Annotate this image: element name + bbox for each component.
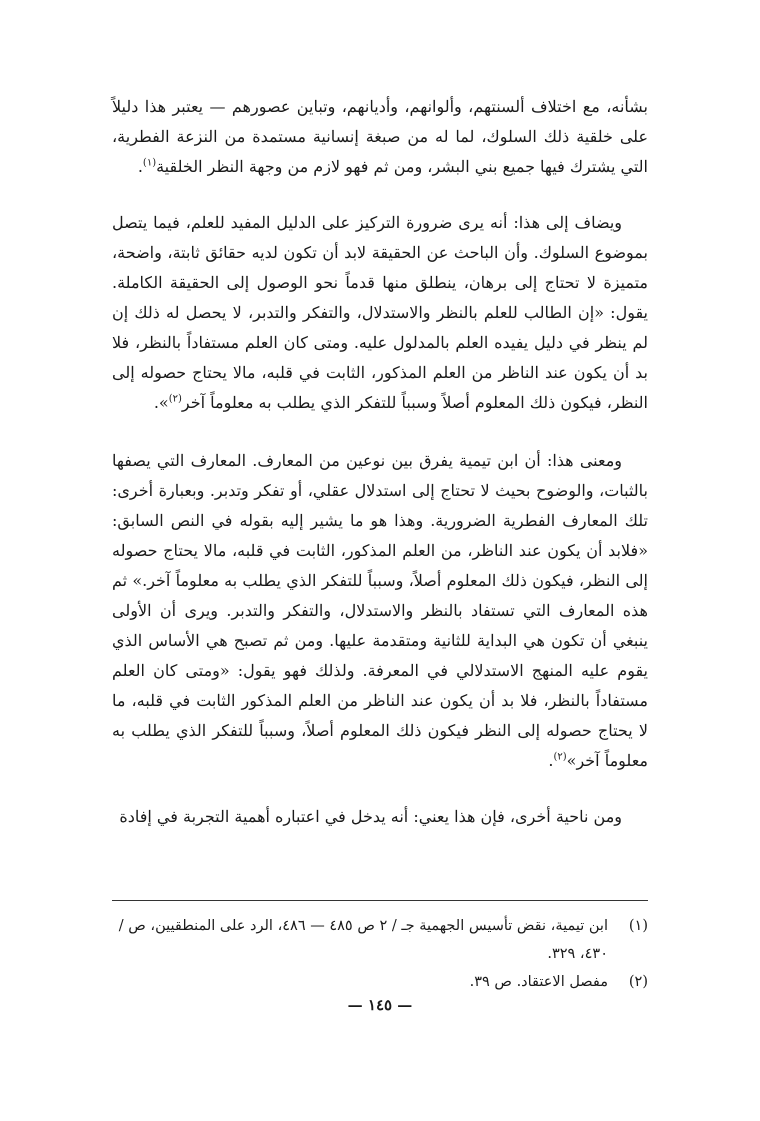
footnote-ref-3: (٢) (553, 751, 567, 763)
paragraph-1-tail: . (137, 157, 143, 176)
footnote-item (112, 912, 648, 968)
paragraph-2-tail: ». (153, 393, 169, 412)
footnote-text: ابن تيمية، نقض تأسيس الجهمية جـ / ٢ ص ٤٨٥ — ٤٨٦، الرد على المنطقيين، ص / ٤٣٠، ٣٢٩. (118, 918, 608, 962)
footnotes (112, 912, 648, 996)
footnote-ref-1: (١) (142, 157, 157, 169)
footnote-ref-2: (٢) (168, 393, 182, 405)
paragraph-1 (112, 92, 648, 182)
paragraph-2-text: ويضاف إلى هذا: أنه يرى ضرورة التركيز على الدليل المفيد للعلم، فيما يتصل بموضوع السلوك. وأن الباحث عن الحقيقة لابد أن تكون لديه حقائق ثابتة، واضحة، متميزة لا تحتاج إلى برهان، ينطلق منها قدماً نحو الوصول إلى الحقيقة الكاملة. يقول: «إن الطالب للعلم بالنظر والاستدلال، والتفكر والتدبر، لا يحصل له ذلك إن لم ينظر في دليل يفيده العلم بالمدلول عليه. ومتى كان العلم مستفاداً بالنظر، فلا بد أن يكون عند الناظر من العلم المذكور، الثابت في قلبه، مالا يحتاج حصوله إلى النظر، فيكون ذلك المعلوم أصلاً وسبباً للتفكر الذي يطلب به معلوماً آخر (112, 213, 648, 412)
footnote-number: (١) (628, 918, 648, 934)
footnote-item (112, 968, 648, 996)
paragraph-3-text: ومعنى هذا: أن ابن تيمية يفرق بين نوعين من المعارف. المعارف التي يصفها بالثبات، والوضوح بحيث لا تحتاج إلى استدلال عقلي، أو تفكر وتدبر. وبعبارة أخرى: تلك المعارف الفطرية الضرورية. وهذا هو ما يشير إليه بقوله في النص السابق: «فلابد أن يكون عند الناظر، من العلم المذكور، الثابت في قلبه، مالا يحتاج حصوله إلى النظر، فيكون ذلك المعلوم أصلاً، وسبباً للتفكر الذي يطلب به معلوماً آخر.» ثم هذه المعارف التي تستفاد بالنظر والاستدلال، والتفكر والتدبر. ويرى أن الأولى ينبغي أن تكون هي البداية للثانية ومتقدمة عليها. ومن ثم تصبح هي الأساس الذي يقوم عليه المنهج الاستدلالي في المعرفة. ولذلك فهو يقول: «ومتى كان العلم مستفاداً بالنظر، فلا بد أن يكون عند الناظر من العلم المذكور الثابت في قلبه، ما لا يحتاج حصوله إلى النظر فيكون ذلك المعلوم أصلاً، وسبباً للتفكر الذي يطلب به معلوماً آخر» (112, 451, 648, 770)
paragraph-1-text: بشأنه، مع اختلاف ألسنتهم، وألوانهم، وأديانهم، وتباين عصورهم — يعتبر هذا دليلاً على خلقية ذلك السلوك، لما له من صبغة إنسانية مستمدة من النزعة الفطرية، التي يشترك فيها جميع بني البشر، ومن ثم فهو لازم من وجهة النظر الخلقية (112, 97, 648, 176)
paragraph-3 (112, 446, 648, 776)
footnote-number: (٢) (628, 974, 648, 990)
paragraph-4 (112, 802, 648, 832)
paragraph-3-tail: . (548, 751, 554, 770)
page-number: — ١٤٥ — (347, 996, 413, 1014)
footnote-text: مفصل الاعتقاد. ص ٣٩. (469, 974, 608, 990)
paragraph-4-text: ومن ناحية أخرى، فإن هذا يعني: أنه يدخل في اعتباره أهمية التجربة في إفادة (119, 807, 622, 826)
paragraph-2 (112, 208, 648, 418)
footnote-divider (112, 900, 648, 901)
